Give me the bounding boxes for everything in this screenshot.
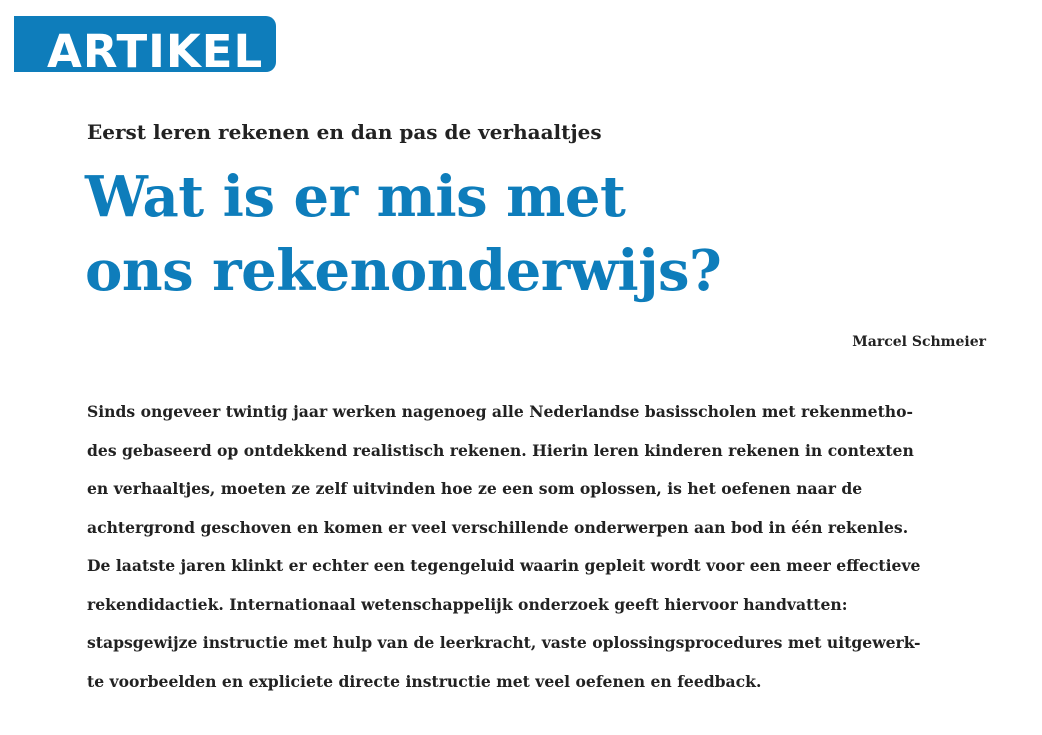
article-lead — [87, 393, 987, 701]
lead-line: des gebaseerd op ontdekkend realistisch rekenen. Hierin leren kinderen rekenen in contexten — [87, 440, 914, 460]
lead-line: rekendidactiek. Internationaal wetenschappelijk onderzoek geeft hiervoor handvatten: — [87, 594, 848, 614]
author-byline: Marcel Schmeier — [852, 334, 986, 350]
lead-line: Sinds ongeveer twintig jaar werken nagenoeg alle Nederlandse basisscholen met rekenmetho- — [87, 402, 914, 421]
lead-line: te voorbeelden en expliciete directe instructie met veel oefenen en feedback. — [87, 671, 762, 691]
lead-line: achtergrond geschoven en komen er veel verschillende onderwerpen aan bod in één rekenles. — [87, 517, 909, 537]
article-kicker: Eerst leren rekenen en dan pas de verhaaltjes — [87, 120, 602, 144]
article-title-line: Wat is er mis met — [85, 164, 626, 230]
article-title-line: ons rekenonderwijs? — [85, 238, 722, 304]
lead-line: stapsgewijze instructie met hulp van de leerkracht, vaste oplossingsprocedures met uitgewerk- — [87, 633, 921, 652]
lead-line: en verhaaltjes, moeten ze zelf uitvinden hoe ze een som oplossen, is het oefenen naar de — [87, 479, 863, 498]
section-tab — [14, 16, 276, 72]
section-tab-label: ARTIKEL — [47, 25, 264, 72]
lead-line: De laatste jaren klinkt er echter een tegengeluid waarin gepleit wordt voor een meer effectieve — [87, 556, 921, 575]
article-title — [85, 160, 721, 308]
